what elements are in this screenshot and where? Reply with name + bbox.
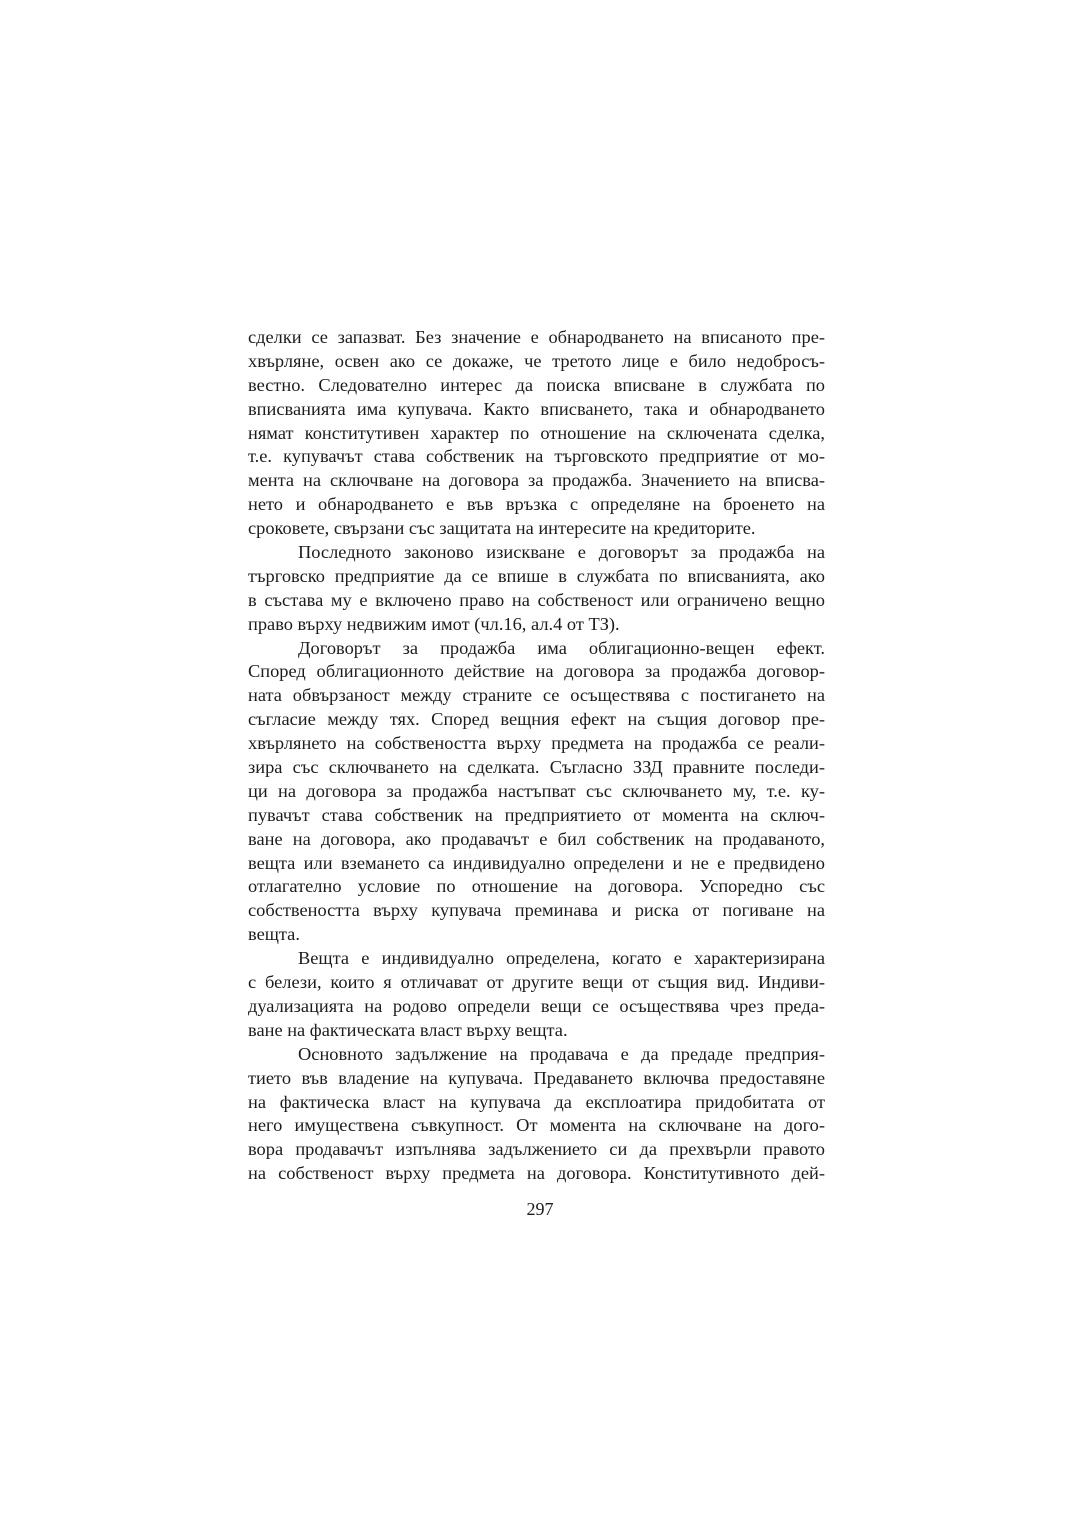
text-line: на собственост върху предмета на договора. Конститутивното дей-	[248, 1163, 825, 1184]
text-line: нето и обнародването е във връзка с определяне на броенето на	[248, 494, 825, 515]
text-line: ване на фактическата власт върху вещта.	[248, 1019, 568, 1040]
text-line: тието във владение на купувача. Предаването включва предоставяне	[248, 1067, 825, 1088]
text-line: Вещта е индивидуално определена, когато е характеризирана	[298, 948, 825, 969]
text-line: зира със сключването на сделката. Съгласно ЗЗД правните последи-	[248, 757, 825, 778]
paragraph	[248, 541, 825, 637]
text-line: съгласие между тях. Според вещния ефект на същия договор пре-	[248, 709, 825, 730]
text-line: вписванията има купувача. Както вписването, така и обнародването	[248, 398, 825, 419]
text-line: сделки се запазват. Без значение е обнародването на вписаното пре-	[248, 327, 825, 347]
text-line: Основното задължение на продавача е да предаде предприя-	[298, 1043, 825, 1064]
text-line: право върху недвижим имот (чл.16, ал.4 от ТЗ).	[248, 613, 620, 634]
page-number: 297	[526, 1199, 554, 1219]
text-line: с белези, които я отличават от другите вещи от същия вид. Индиви-	[248, 972, 825, 993]
text-line: вора продавачът изпълнява задължението си да прехвърли правото	[248, 1139, 825, 1160]
text-line: ната обвързаност между страните се осъществява с постигането на	[248, 685, 825, 706]
text-line: мента на сключване на договора за продажба. Значението на вписва-	[248, 470, 825, 491]
text-line: хвърлянето на собствеността върху предмета на продажба се реали-	[248, 733, 825, 754]
paragraph	[248, 947, 825, 1043]
text-line: хвърляне, освен ако се докаже, че третото лице е било недобросъ-	[248, 350, 825, 371]
text-line: него имуществена съвкупност. От момента на сключване на дого-	[248, 1115, 825, 1136]
text-line: ване на договора, ако продавачът е бил собственик на продаваното,	[248, 828, 825, 849]
text-line: Договорът за продажба има облигационно-вещен ефект.	[298, 637, 825, 658]
text-line: вестно. Следователно интерес да поиска вписване в службата по	[248, 374, 825, 395]
paragraph	[248, 637, 825, 948]
text-line: на фактическа власт на купувача да експлоатира придобитата от	[248, 1091, 825, 1112]
text-line: дуализацията на родово определи вещи се осъществява чрез преда-	[248, 995, 825, 1016]
text-line: пувачът става собственик на предприятието от момента на сключ-	[248, 804, 825, 825]
text-line: Според облигационното действие на договора за продажба договор-	[248, 661, 825, 682]
paragraph	[248, 326, 825, 541]
text-line: вещта или вземането са индивидуално определени и не е предвидено	[248, 852, 825, 873]
text-line: отлагателно условие по отношение на договора. Успоредно със	[248, 876, 825, 897]
text-line: нямат конститутивен характер по отношение на сключената сделка,	[248, 422, 825, 443]
text-line: вещта.	[248, 924, 300, 945]
text-line: сроковете, свързани със защитата на интересите на кредиторите.	[248, 518, 756, 539]
text-line: т.е. купувачът става собственик на търговското предприятие от мо-	[248, 446, 825, 467]
text-line: Последното законово изискване е договорът за продажба на	[298, 542, 825, 563]
text-line: ци на договора за продажба настъпват със сключването му, т.е. ку-	[248, 780, 825, 801]
text-line: собствеността върху купувача преминава и риска от погиване на	[248, 900, 825, 921]
paragraph	[248, 1043, 825, 1186]
text-line: търговско предприятие да се впише в службата по вписванията, ако	[248, 565, 825, 586]
text-line: в състава му е включено право на собственост или ограничено вещно	[248, 589, 825, 610]
body-text	[248, 326, 825, 1186]
